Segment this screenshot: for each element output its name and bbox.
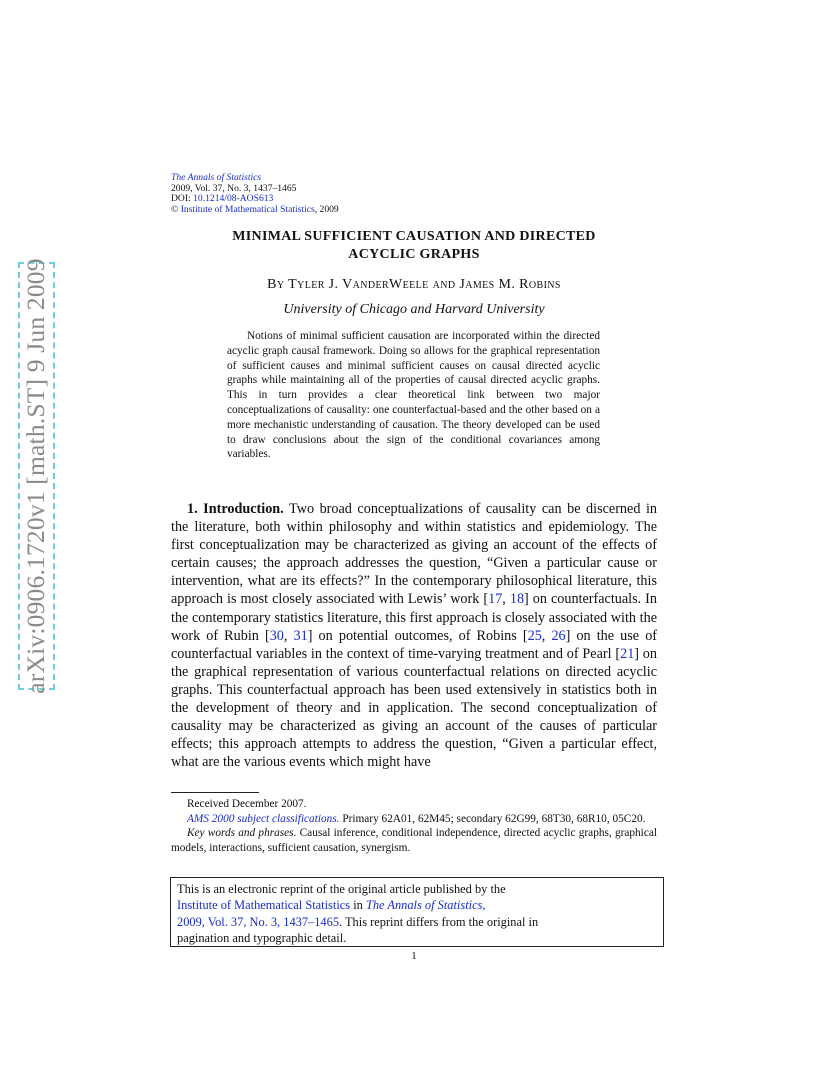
reprint-in: in [350, 898, 366, 913]
reprint-line-1: This is an electronic reprint of the original article published by the [177, 882, 506, 896]
journal-header [171, 173, 339, 215]
intro-text: ] on the use of counterfactual variables in the context of time-varying treatment and of Pearl [ [171, 627, 658, 662]
citation-link[interactable]: 21 [620, 645, 635, 662]
citation-separator: , [502, 591, 510, 608]
title-line-2: ACYCLIC GRAPHS [348, 246, 480, 262]
intro-text: ] on potential outcomes, of Robins [ [307, 627, 528, 644]
paper-title [171, 228, 657, 263]
abstract [227, 329, 600, 462]
citation-link[interactable]: 30 [269, 627, 284, 644]
citation-link[interactable]: 31 [293, 627, 308, 644]
ams-text: Primary 62A01, 62M45; secondary 62G99, 68T30, 68R10, 05C20. [339, 812, 646, 825]
title-line-1: MINIMAL SUFFICIENT CAUSATION AND DIRECTED [232, 229, 596, 244]
ims-link[interactable]: Institute of Mathematical Statistics [177, 898, 351, 913]
ams-link[interactable]: AMS 2000 subject classifications. [187, 812, 340, 825]
citation-link[interactable]: 25 [527, 627, 542, 644]
reprint-comma: , [482, 898, 486, 913]
affiliation: University of Chicago and Harvard University [283, 302, 545, 317]
doi-link[interactable]: 10.1214/08-AOS613 [193, 193, 274, 205]
section-heading: 1. Introduction. [187, 501, 284, 517]
and-label: and [428, 277, 460, 292]
keywords [171, 826, 657, 855]
citation-separator: , [541, 627, 552, 644]
citation-separator: , [283, 627, 294, 644]
intro-text: ] on the graphical representation of various counterfactual relations on directed acyclic graphs. This counterfactual approach has been used extensively in statistics both in the development of theory and in application. The second conceptualization of causality may be characterized as giving an account of the causes of particular effects; this approach attempts to address the question, “Given a particular effect, what are the various events which might have [171, 645, 657, 771]
footnotes [171, 797, 657, 855]
reprint-line-3: . This reprint differs from the original in [339, 914, 539, 929]
copyright-symbol: © [171, 203, 179, 215]
reprint-notice [170, 877, 664, 947]
intro-text: Two broad conceptualizations of causality can be discerned in the literature, both within philosophy and within statistics and epidemiology. The first conceptualization may be characterized as giving an account of the effects of certain causes; the approach addresses the question, “Given a particular cause or intervention, what are its effects?” In the contemporary philosophical literature, this approach is most closely associated with Lewis’ work [ [171, 501, 657, 608]
abstract-text: Notions of minimal sufficient causation are incorporated within the directed acyclic graph causal framework. Doing so allows for the graphical representation of sufficient causes and minimal sufficient causes on causal directed acyclic graphs while maintaining all of the properties of causal directed acyclic graphs. This in turn provides a clear theoretical link between two major conceptualizations of causality: one counterfactual-based and the other based on a more mechanistic understanding of causation. The theory developed can be used to draw conclusions about the sign of the conditional covariances among variables. [227, 330, 600, 461]
reprint-volume-link[interactable]: 2009, Vol. 37, No. 3, 1437–1465 [177, 914, 340, 929]
arxiv-stamp: arXiv:0906.1720v1 [math.ST] 9 Jun 2009 [21, 258, 50, 694]
citation-link[interactable]: 26 [551, 627, 566, 644]
journal-volume: 2009, Vol. 37, No. 3, 1437–1465 [171, 182, 297, 194]
intro-paragraph [171, 500, 657, 771]
introduction-section [171, 500, 657, 771]
by-label: By [267, 277, 289, 292]
doi-prefix: DOI: [171, 193, 194, 205]
copyright-year: , 2009 [314, 203, 339, 215]
reprint-journal-link[interactable]: The Annals of Statistics [365, 898, 483, 913]
citation-link[interactable]: 18 [509, 591, 525, 608]
reprint-line-4: pagination and typographic detail. [177, 930, 347, 945]
footnote-divider [171, 792, 259, 793]
publisher-link[interactable]: Institute of Mathematical Statistics [180, 203, 315, 215]
intro-text: ] on counterfactuals. In the contemporary statistics literature, this first approach is closely associated with the work of Rubin [ [171, 591, 658, 644]
author-line [171, 277, 657, 293]
author-1: Tyler J. VanderWeele [288, 277, 429, 292]
ams-classification [171, 812, 657, 827]
received-date: Received December 2007. [187, 798, 307, 810]
author-2: James M. Robins [459, 277, 561, 292]
page-number: 1 [411, 950, 417, 962]
citation-link[interactable]: 17 [488, 591, 503, 608]
keywords-text: Causal inference, conditional independence, directed acyclic graphs, graphical models, interactions, sufficient causation, synergism. [171, 827, 657, 854]
keywords-label: Key words and phrases. [187, 827, 297, 840]
journal-link[interactable]: The Annals of Statistics [171, 172, 262, 183]
